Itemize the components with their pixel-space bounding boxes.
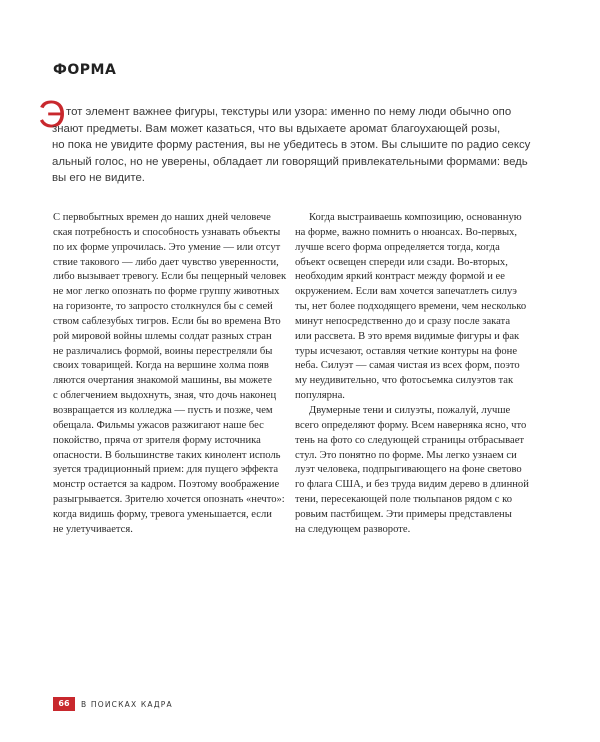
body-line: не различались формой, воины перестреляли бы [53,345,273,357]
body-line: необходим яркий контраст между формой и ее [295,271,505,283]
body-line: лучше всего форма определяется тогда, когда [295,241,500,253]
body-line: ровьим пастбищем. Эти примеры представлены [295,508,512,520]
body-line: своих товарищей. Когда на вершине холма появ [53,360,269,372]
body-line: либо вызывает тревогу. Если бы пещерный человек [53,271,287,283]
intro-line: знают предметы. Вам может казаться, что вы вдыхаете аромат благоухающей розы, [52,122,501,135]
body-line: Когда выстраиваешь композицию, основанную [309,212,522,223]
body-line: ствие такового — либо дает чувство уверенности, [53,256,279,268]
body-line: на следующем развороте. [295,523,411,535]
body-line: стул. Это понятно по форме. Мы легко узнаем си [295,449,517,461]
running-title: В ПОИСКАХ КАДРА [81,699,173,709]
body-line: когда видишь форму, тревога уменьшается, если [53,508,272,520]
section-heading: ФОРМА [53,62,117,78]
body-line: не улетучивается. [53,523,133,535]
intro-paragraph [52,104,531,187]
body-line: му неудивительно, что фотосъемка силуэтов так [295,375,514,387]
body-line: го флага США, и без труда видим дерево в длинной [295,479,529,491]
body-line: тень на фото со следующей страницы отбрасывает [295,434,525,446]
body-line: с облегчением выдохнуть, зная, что дочь наконец [53,390,277,402]
body-line: С первобытных времен до наших дней человече [53,212,271,223]
body-line: объект освещен спереди или сзади. Во-вторых, [295,256,508,268]
body-line: рой мировой войны шлемы солдат разных стран [53,330,272,342]
body-line: опасности. В большинстве таких кинолент исполь [53,449,281,461]
drop-cap: Э [38,94,66,136]
body-line: ская потребность и способность узнавать объекты [53,226,281,238]
body-line: тени, пересекающей поле тюльпанов рядом с ко [295,494,513,506]
body-line: на форме, важно помнить о нюансах. Во-первых, [295,226,518,238]
intro-line: вы его не видите. [52,172,145,185]
intro-line: но пока не увидите форму растения, вы не убедитесь в этом. Вы слышите по радио сексу [52,139,531,152]
body-line: на горизонте, то запросто столкнулся бы с семей [53,301,273,313]
body-line: не мог легко опознать по форме группу животных [53,286,280,298]
body-line: ты, нет более подходящего времени, чем несколько [295,301,527,313]
page-number: 66 [53,697,75,711]
intro-line: альный голос, но не уверены, обладает ли говорящий привлекательными формами: ведь [52,155,528,168]
body-line: окружением. Если вам хочется запечатлеть силуэ [295,286,517,298]
body-line: неба. Силуэт — самая чистая из всех форм, поэто [295,360,520,372]
body-line: разыгрывается. Зрителю хочется опознать «нечто»: [53,494,285,506]
body-line: Двумерные тени и силуэты, пожалуй, лучше [309,404,511,416]
left-column [53,211,287,538]
body-line: возвращается из колледжа — пусть и позже, чем [53,404,273,416]
body-line: луэт человека, подпрыгивающего на фоне светово [295,464,522,476]
body-line: или рассвета. В это время видимые фигуры и фак [295,330,520,342]
intro-line: тот элемент важнее фигуры, текстуры или узора: именно по нему люди обычно опо [66,106,512,118]
body-line: ством саблезубых тигров. Если бы во времена Вто [53,315,281,327]
body-line: минут непосредственно до и сразу после заката [295,315,511,327]
body-line: ляются очертания знакомой машины, вы можете [53,375,272,387]
body-line: популярна. [295,390,345,402]
body-line: монстр остается за кадром. Поэтому воображение [53,479,280,491]
right-column [295,211,529,538]
body-line: по их форме упрочилась. Это умение — или отсут [53,241,281,253]
body-line: покойство, пряча от зрителя форму источника [53,434,261,446]
body-line: обещала. Фильмы ужасов разжигают наше бес [53,419,264,431]
page-footer [53,697,173,711]
body-line: зуется традиционный прием: для пущего эффекта [53,464,279,476]
body-line: туры исчезают, оставляя четкие контуры на фоне [295,345,518,357]
body-line: всего определяют форму. Всем наверняка ясно, что [295,419,527,431]
